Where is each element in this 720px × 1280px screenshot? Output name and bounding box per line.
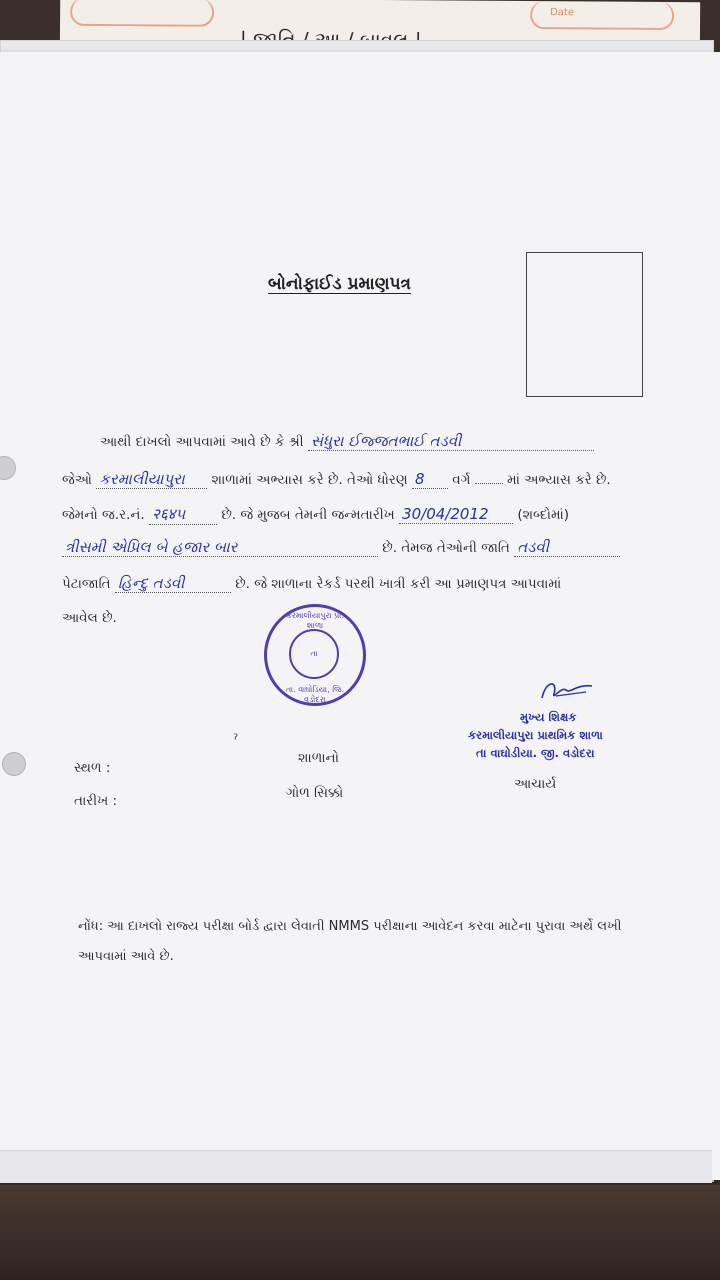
certificate-title: બોનોફાઈડ પ્રમાણપત્ર	[268, 274, 412, 294]
date-label: તારીખ :	[74, 793, 118, 809]
punch-hole	[2, 752, 26, 776]
student-name: સંધુરા ઈજ્જતભાઈ તડવી	[310, 432, 462, 450]
stamp-center-text: તા	[310, 649, 318, 658]
line3-mid: છે. જે મુજબ તેમની જન્મતારીખ	[221, 507, 395, 523]
line3-prefix: જેમનો જ.ર.નં.	[62, 507, 145, 523]
line5-prefix: પેટાજાતિ	[62, 576, 111, 592]
standard: 8	[414, 470, 425, 488]
line3-suffix: (શબ્દોમાં)	[517, 507, 570, 523]
birth-date-words: ત્રીસમી એપ્રિલ બે હજાર બાર	[65, 538, 238, 556]
signature	[536, 676, 596, 706]
school-seal-stamp	[264, 604, 366, 706]
standard-field	[412, 470, 448, 489]
footnote: નોંધ: આ દાખલો રાજ્ય પરીક્ષા બોર્ડ દ્વારા લેવાતી NMMS પરીક્ષાના આવેદન કરવા માટેના પુરાવા અર્થે લખી આપવામાં આવે છે.	[78, 919, 622, 964]
pen-mark: ˀ	[233, 732, 239, 748]
line1-prefix: આથી દાખલો આપવામાં આવે છે કે શ્રી	[100, 434, 304, 450]
stamp-ring-top-text: કરમાલીયાપુરા પ્રા. શાળા	[286, 611, 344, 630]
register-no: २६४૫	[152, 505, 186, 523]
line4-mid: છે. તેમજ તેઓની જાતિ	[382, 540, 510, 556]
certificate-line-5	[62, 574, 561, 593]
caste-field	[514, 538, 620, 557]
school-seal-label-2: ગોળ સિક્કો	[286, 785, 344, 801]
school-name: કરમાલીયાપુરા	[99, 470, 185, 488]
certificate-line-2	[62, 470, 611, 489]
line2-mid: શાળામાં અભ્યાસ કરે છે. તેઓ ધોરણ	[211, 472, 408, 488]
stamp-center	[289, 629, 339, 679]
sheet-bottom-edge	[0, 1150, 712, 1183]
sub-caste: હિન્દુ તડવી	[117, 574, 185, 592]
signatory-address: તા વાઘોડીયા. જી. વડોદરા	[476, 746, 595, 760]
line2-suffix: માં અભ્યાસ કરે છે.	[507, 472, 611, 488]
table-surface	[0, 1185, 720, 1280]
signatory-title: મુખ્ય શિક્ષક	[520, 710, 577, 724]
birth-date-field	[399, 505, 513, 524]
student-name-field	[308, 432, 594, 451]
birth-date: 30/04/2012	[402, 505, 489, 523]
division-field	[475, 483, 503, 484]
certificate-line-6: આવેલ છે.	[62, 610, 117, 626]
principal-label: આચાર્ય	[514, 776, 557, 792]
caste: તડવી	[517, 538, 550, 556]
stamp-ring-bottom-text: તા. વાઘોડિયા, જિ. વડોદરા	[285, 685, 345, 704]
signatory-school: કરમાલીયાપુરા પ્રાથમિક શાળા	[468, 728, 603, 742]
underlying-date-label: Date	[550, 7, 575, 19]
decorative-border	[70, 0, 214, 27]
certificate-line-4	[62, 538, 620, 557]
school-seal-label-1: શાળાનો	[298, 750, 339, 766]
register-no-field	[149, 504, 217, 525]
line2-prefix: જેઓ	[62, 472, 92, 488]
school-name-field	[96, 470, 207, 489]
photo-box	[526, 252, 643, 397]
class-label: વર્ગ	[452, 472, 471, 488]
certificate-line-1	[100, 432, 594, 451]
certificate-line-3	[62, 504, 569, 525]
punch-hole	[0, 456, 16, 480]
place-label: સ્થળ :	[74, 760, 111, 776]
birth-date-words-field	[62, 538, 378, 557]
line5-suffix: છે. જે શાળાના રેકર્ડ પરથી ખાત્રી કરી આ પ્રમાણપત્ર આપવામાં	[235, 576, 562, 592]
sub-caste-field	[115, 574, 231, 593]
